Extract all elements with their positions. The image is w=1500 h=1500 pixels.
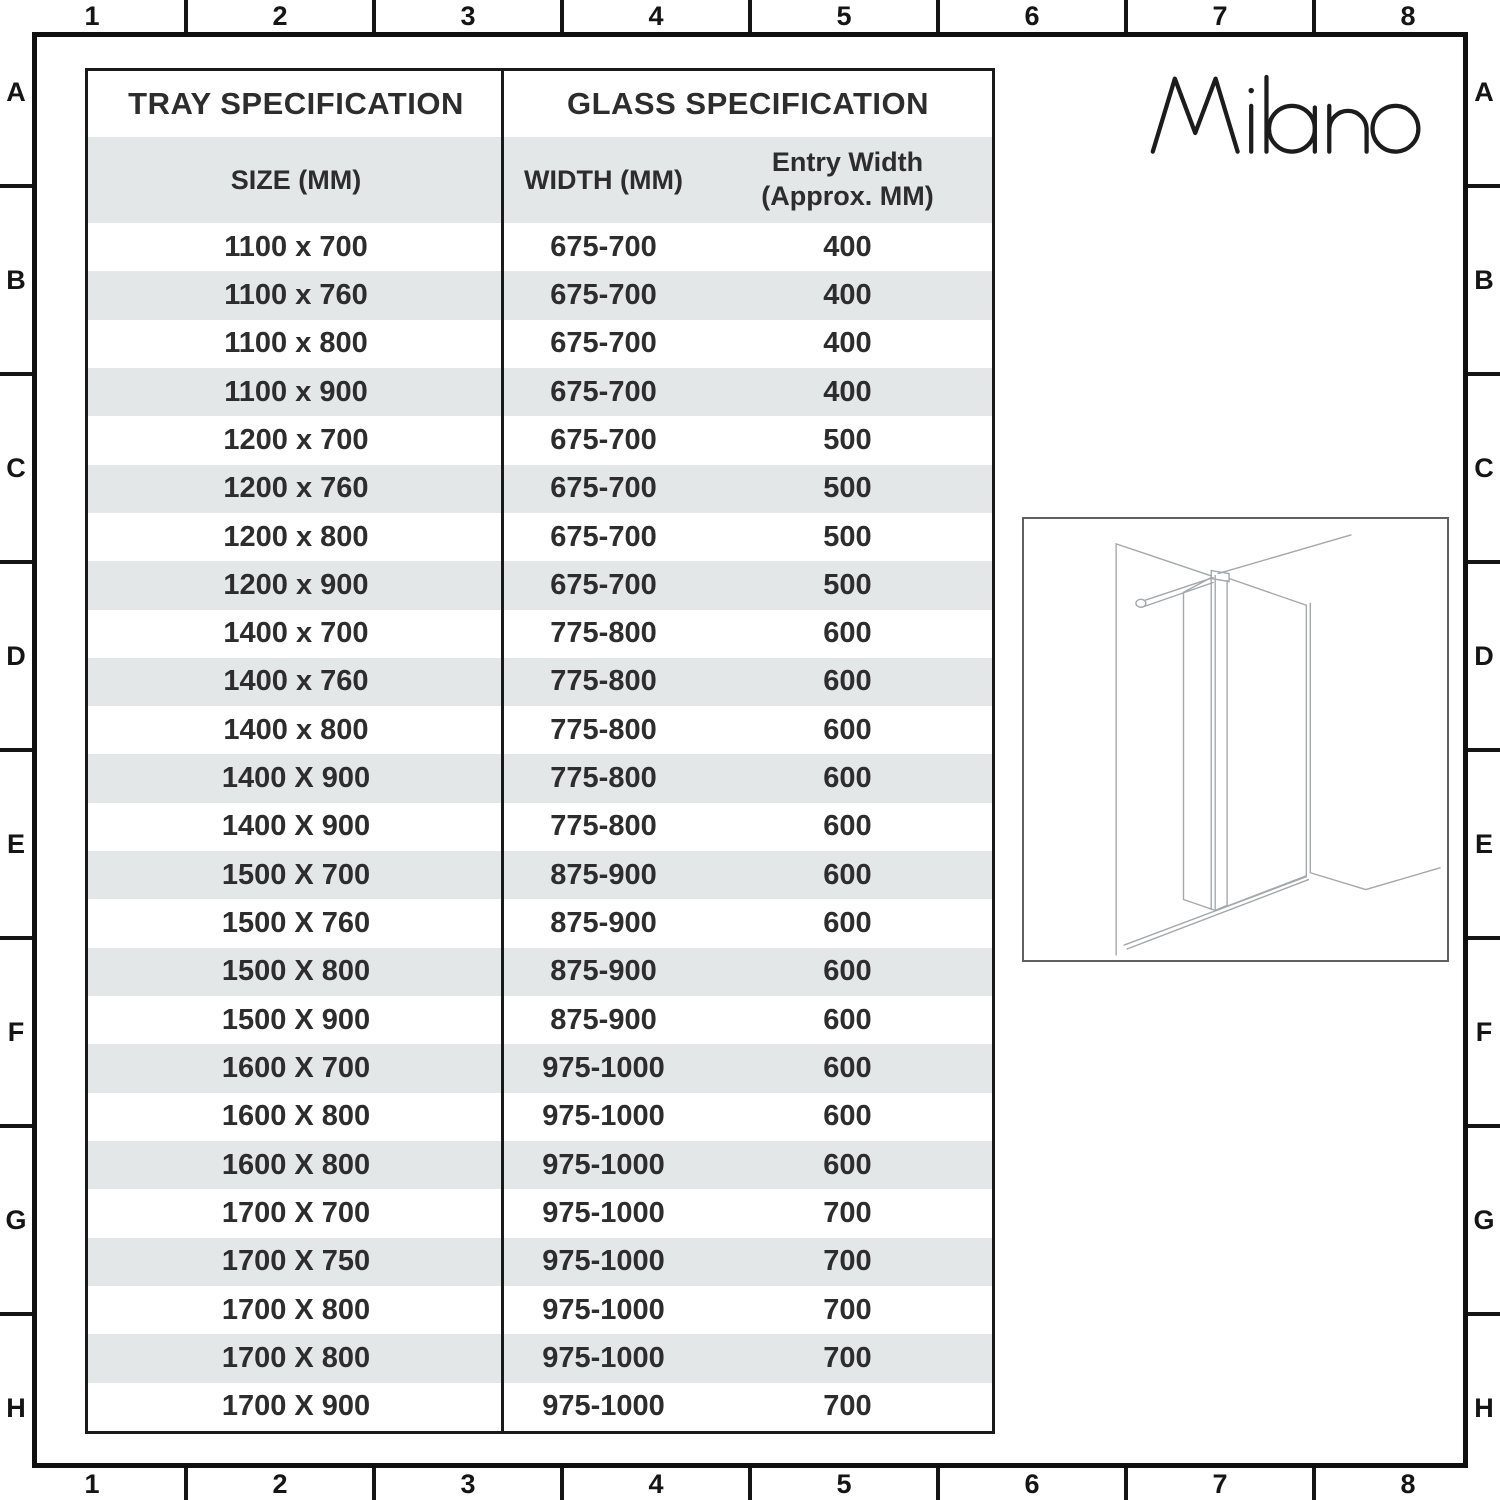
table-row [88, 754, 992, 802]
table-row [88, 1238, 992, 1286]
entry-width-cell: 600 [823, 1051, 872, 1084]
table-row [88, 513, 992, 561]
width-cell: 975-1000 [542, 1390, 665, 1423]
grid-label: 3 [372, 1468, 560, 1500]
grid-ruler-top [0, 0, 1500, 32]
width-cell: 975-1000 [542, 1293, 665, 1326]
width-cell: 975-1000 [542, 1148, 665, 1181]
size-cell: 1100 x 800 [224, 327, 368, 360]
table-row [88, 899, 992, 947]
entry-width-cell: 600 [823, 617, 872, 650]
grid-label: E [0, 748, 32, 936]
wall-bracket [1211, 571, 1229, 582]
grid-label: 1 [84, 0, 100, 31]
width-cell: 775-800 [550, 617, 657, 650]
specification-table [85, 68, 995, 1434]
entry-width-cell: 700 [823, 1341, 872, 1374]
entry-width-cell: 600 [823, 665, 872, 698]
size-cell: 1400 x 760 [223, 665, 369, 698]
table-row [88, 851, 992, 899]
support-arm [1145, 578, 1213, 601]
entry-width-cell: 600 [823, 907, 872, 940]
entry-width-cell: 500 [823, 568, 872, 601]
size-cell: 1400 X 900 [221, 762, 371, 795]
entry-width-column-header [703, 137, 992, 223]
shower-enclosure-drawing [1024, 519, 1447, 960]
table-row [88, 658, 992, 706]
grid-label: 2 [184, 0, 372, 32]
size-column-header: SIZE (MM) [230, 164, 362, 195]
grid-ruler-left [0, 0, 32, 1500]
grid-label: F [1468, 936, 1500, 1124]
entry-width-cell: 700 [823, 1196, 872, 1229]
table-row [88, 1189, 992, 1237]
grid-label: D [1468, 560, 1500, 748]
table-row [88, 465, 992, 513]
size-cell: 1100 x 900 [224, 375, 368, 408]
width-cell: 775-800 [550, 713, 657, 746]
grid-label: A [1474, 76, 1494, 107]
width-cell: 675-700 [550, 230, 657, 263]
entry-width-cell: 600 [823, 713, 872, 746]
width-cell: 775-800 [550, 810, 657, 843]
grid-ruler-right [1468, 0, 1500, 1500]
grid-label: 2 [184, 1468, 372, 1500]
size-cell: 1700 X 700 [221, 1196, 371, 1229]
grid-label: 8 [1312, 0, 1500, 32]
grid-label: G [0, 1124, 32, 1312]
width-cell: 875-900 [550, 1003, 657, 1036]
grid-label: 7 [1124, 1468, 1312, 1500]
table-row [88, 1093, 992, 1141]
size-cell: 1600 X 800 [221, 1148, 371, 1181]
entry-width-cell: 600 [823, 1148, 872, 1181]
size-cell: 1400 x 700 [223, 617, 369, 650]
grid-label: 5 [748, 1468, 936, 1500]
table-row [88, 1141, 992, 1189]
entry-width-cell: 400 [823, 278, 872, 311]
size-cell: 1200 x 760 [223, 472, 369, 505]
grid-label: 5 [748, 0, 936, 32]
entry-width-cell: 400 [823, 375, 872, 408]
size-cell: 1500 X 900 [221, 1003, 371, 1036]
size-cell: 1600 X 700 [221, 1051, 371, 1084]
table-section-divider [501, 71, 504, 1431]
entry-width-cell: 700 [823, 1390, 872, 1423]
entry-width-cell: 500 [823, 520, 872, 553]
width-cell: 975-1000 [542, 1196, 665, 1229]
entry-width-cell: 600 [823, 1100, 872, 1133]
size-cell: 1500 X 760 [221, 907, 371, 940]
size-cell: 1700 X 800 [221, 1341, 371, 1374]
size-cell: 1400 x 800 [223, 713, 369, 746]
grid-label: D [0, 560, 32, 748]
width-cell: 975-1000 [542, 1100, 665, 1133]
entry-width-cell: 500 [823, 472, 872, 505]
grid-label: H [0, 1312, 32, 1500]
table-row [88, 1334, 992, 1382]
entry-width-cell: 600 [823, 762, 872, 795]
table-row [88, 416, 992, 464]
entry-width-cell: 500 [823, 423, 872, 456]
grid-label: 7 [1124, 0, 1312, 32]
size-cell: 1200 x 700 [223, 423, 369, 456]
table-row [88, 996, 992, 1044]
width-cell: 875-900 [550, 907, 657, 940]
grid-label: 1 [84, 1468, 100, 1499]
width-cell: 975-1000 [542, 1051, 665, 1084]
grid-label: G [1468, 1124, 1500, 1312]
grid-ruler-bottom [0, 1468, 1500, 1500]
table-row [88, 803, 992, 851]
width-cell: 975-1000 [542, 1341, 665, 1374]
width-cell: 775-800 [550, 762, 657, 795]
size-cell: 1500 X 700 [221, 858, 371, 891]
entry-width-cell: 400 [823, 230, 872, 263]
table-row [88, 1044, 992, 1092]
table-body [88, 223, 992, 1431]
entry-width-cell: 600 [823, 955, 872, 988]
table-row [88, 271, 992, 319]
milano-logo-graphic [1146, 68, 1426, 164]
entry-width-cell: 700 [823, 1245, 872, 1278]
table-row [88, 706, 992, 754]
grid-label: 8 [1312, 1468, 1500, 1500]
size-cell: 1500 X 800 [221, 955, 371, 988]
table-row [88, 561, 992, 609]
grid-label: B [0, 184, 32, 372]
table-row [88, 320, 992, 368]
width-cell: 675-700 [550, 423, 657, 456]
shower-enclosure-diagram [1022, 517, 1449, 962]
section-header-row [88, 71, 992, 137]
column-header-row [88, 137, 992, 223]
table-row [88, 368, 992, 416]
entry-width-cell: 600 [823, 858, 872, 891]
width-cell: 875-900 [550, 858, 657, 891]
entry-width-cell: 600 [823, 1003, 872, 1036]
table-row [88, 610, 992, 658]
grid-label: E [1468, 748, 1500, 936]
grid-label: 6 [936, 0, 1124, 32]
size-cell: 1600 X 800 [221, 1100, 371, 1133]
size-cell: 1100 x 700 [224, 230, 368, 263]
grid-label: 3 [372, 0, 560, 32]
width-cell: 675-700 [550, 568, 657, 601]
entry-width-line2: (Approx. MM) [761, 181, 934, 211]
size-cell: 1700 X 900 [221, 1390, 371, 1423]
size-cell: 1200 x 900 [223, 568, 369, 601]
width-cell: 675-700 [550, 327, 657, 360]
table-row [88, 223, 992, 271]
size-cell: 1400 X 900 [221, 810, 371, 843]
width-cell: 675-700 [550, 520, 657, 553]
grid-label: C [0, 372, 32, 560]
width-column-header: WIDTH (MM) [524, 164, 683, 195]
entry-width-cell: 600 [823, 810, 872, 843]
grid-label: 4 [560, 1468, 748, 1500]
width-cell: 975-1000 [542, 1245, 665, 1278]
width-cell: 875-900 [550, 955, 657, 988]
grid-label: A [6, 76, 26, 107]
grid-label: H [1468, 1312, 1500, 1500]
grid-label: 4 [560, 0, 748, 32]
size-cell: 1700 X 800 [221, 1293, 371, 1326]
width-cell: 675-700 [550, 472, 657, 505]
entry-width-cell: 700 [823, 1293, 872, 1326]
milano-logo [1146, 68, 1426, 164]
width-cell: 675-700 [550, 375, 657, 408]
table-row [88, 1383, 992, 1431]
size-cell: 1700 X 750 [221, 1245, 371, 1278]
grid-label: 6 [936, 1468, 1124, 1500]
entry-width-cell: 400 [823, 327, 872, 360]
table-row [88, 948, 992, 996]
size-cell: 1100 x 760 [224, 278, 368, 311]
glass-specification-header: GLASS SPECIFICATION [566, 86, 929, 121]
width-cell: 675-700 [550, 278, 657, 311]
size-cell: 1200 x 800 [223, 520, 369, 553]
width-cell: 775-800 [550, 665, 657, 698]
grid-label: F [0, 936, 32, 1124]
tray-specification-header: TRAY SPECIFICATION [128, 86, 464, 121]
grid-label: C [1468, 372, 1500, 560]
grid-label: B [1468, 184, 1500, 372]
table-row [88, 1286, 992, 1334]
entry-width-line1: Entry Width [771, 147, 924, 178]
